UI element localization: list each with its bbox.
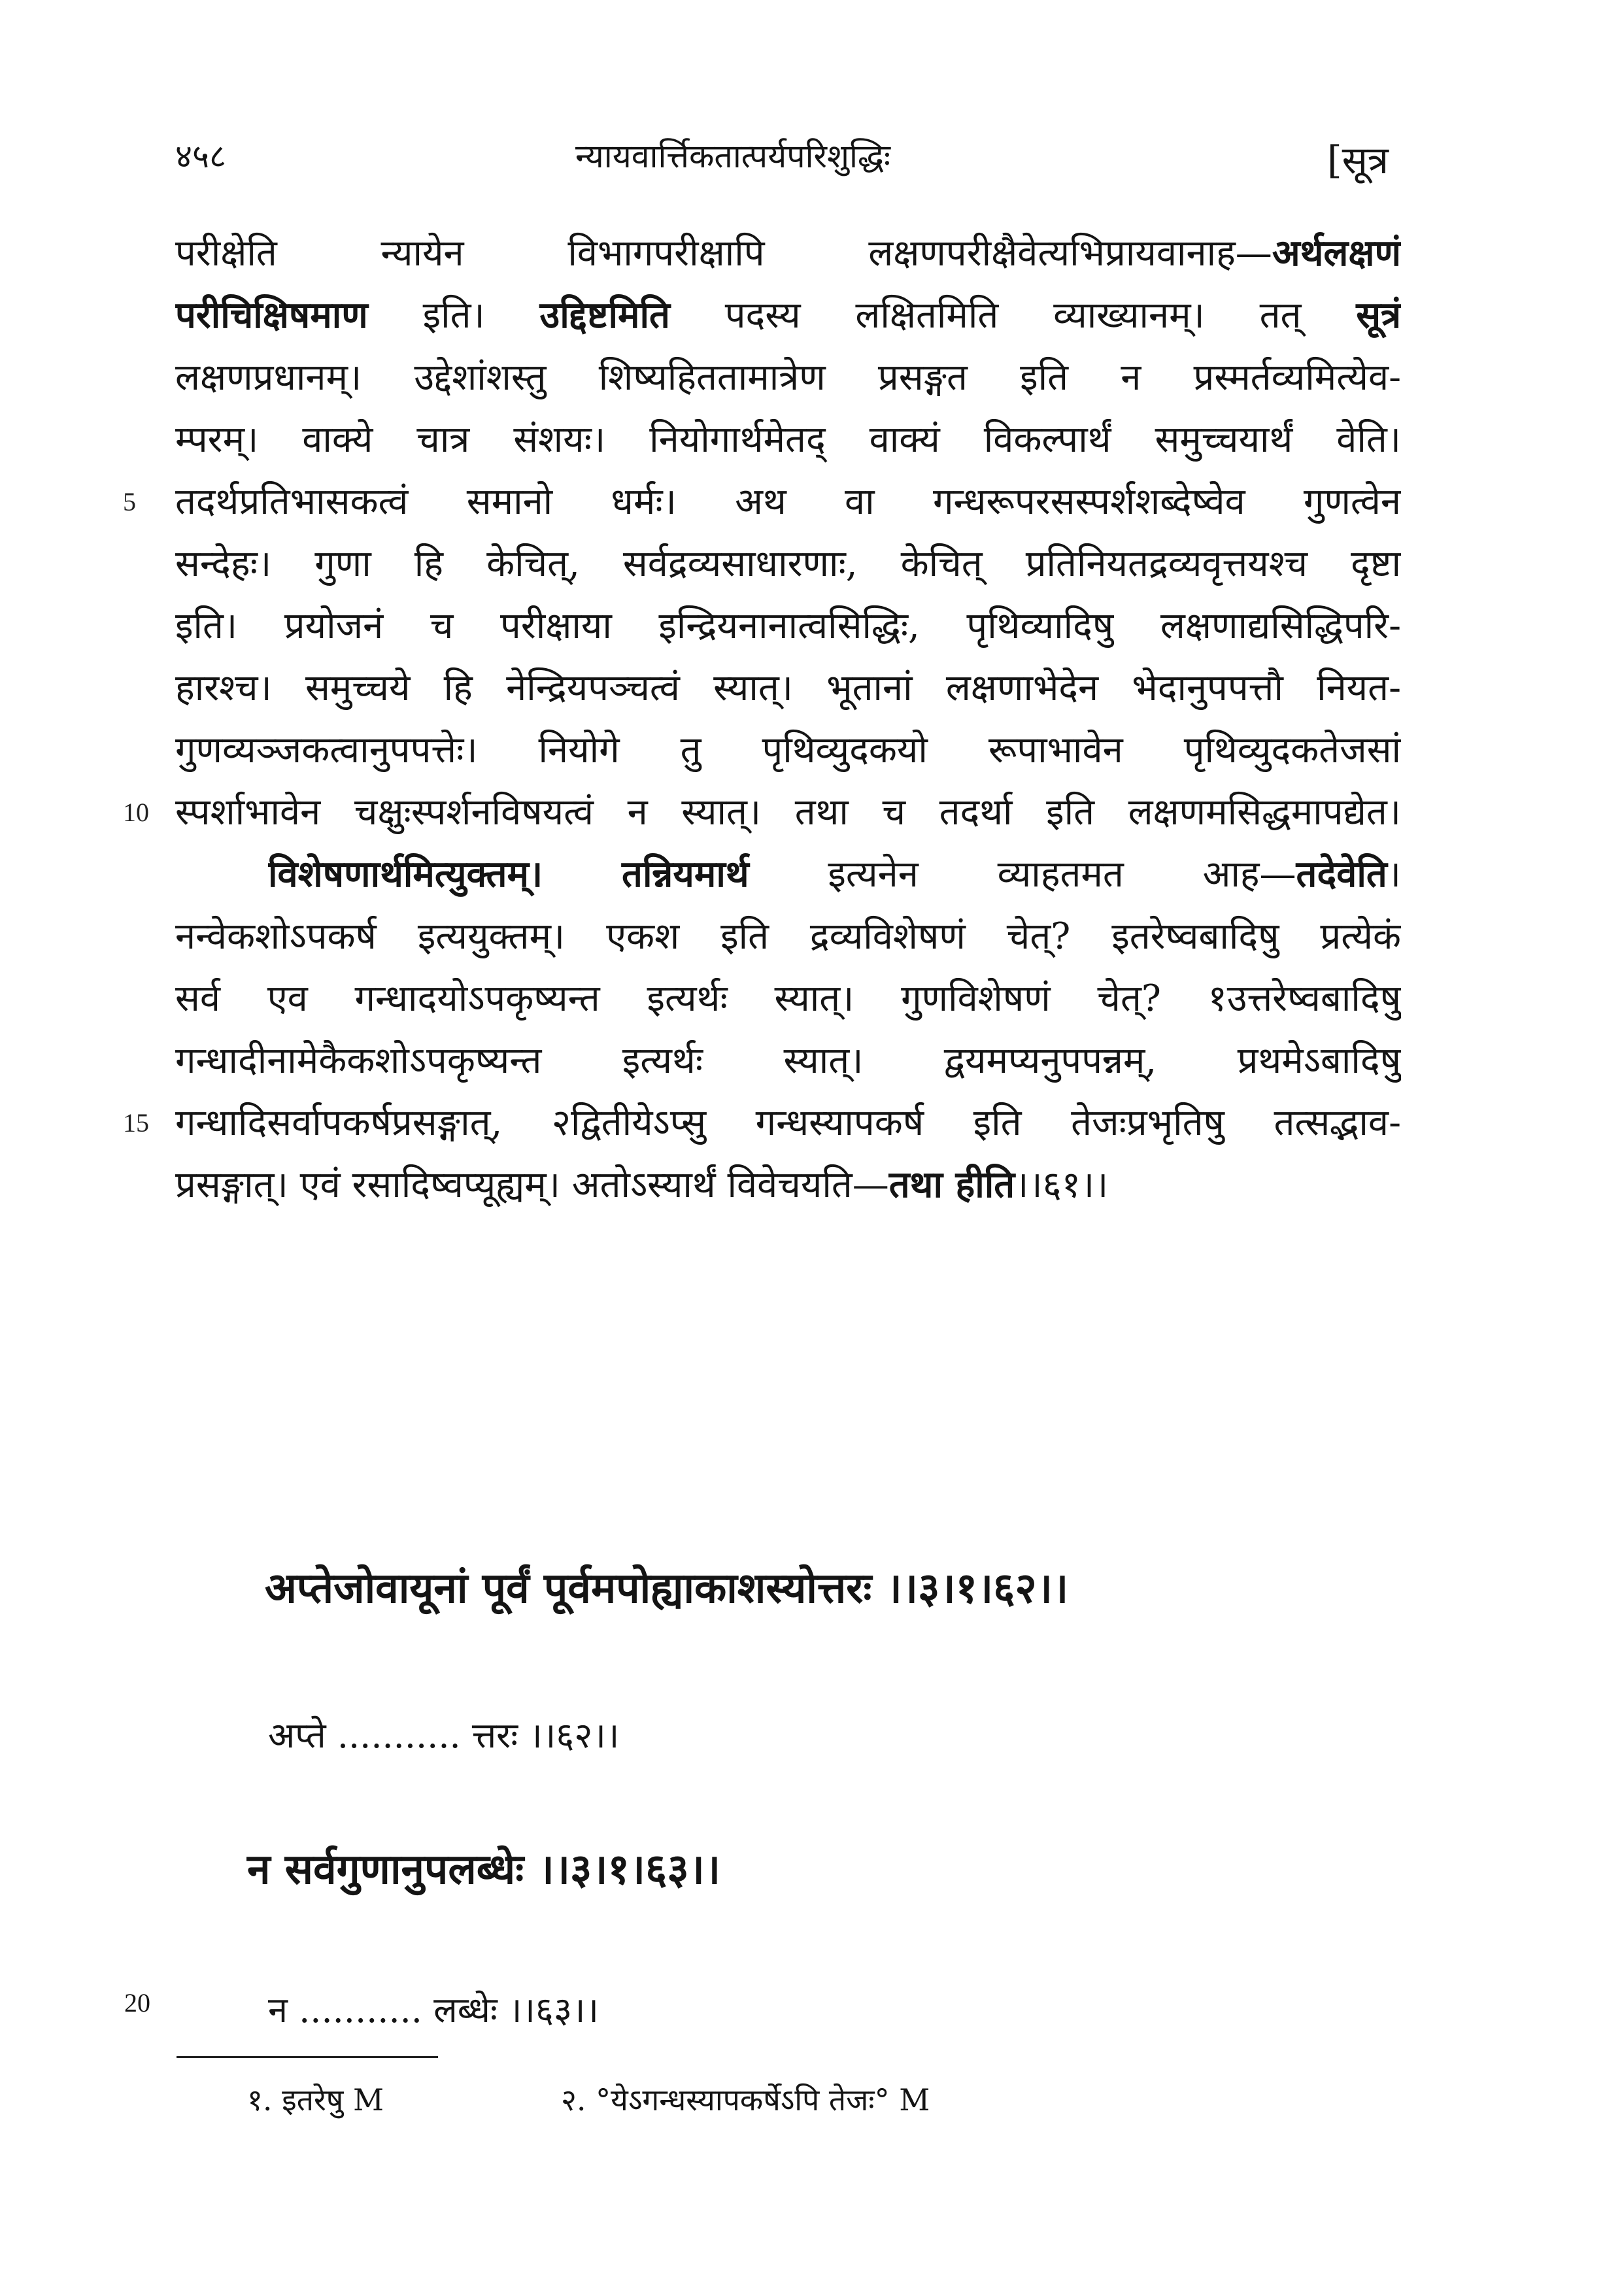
text-run bbox=[543, 853, 622, 896]
pratika-62: अप्ते ........... त्तरः ।।६२।। bbox=[268, 1715, 620, 1756]
text-line bbox=[175, 222, 1401, 284]
line-number: 15 bbox=[123, 1108, 149, 1138]
text-run: ।।६१।। bbox=[1015, 1164, 1109, 1206]
text-run: नन्वेकशोऽपकर्ष इत्ययुक्तम्। एकश इति द्रव्यविशेषणं चेत्? इतरेष्वबादिषु प्रत्येकं bbox=[175, 915, 1401, 958]
text-run: गन्धादीनामेकैकशोऽपकृष्यन्त इत्यर्थः स्यात्। द्वयमप्यनुपपन्नम्, प्रथमेऽबादिषु bbox=[175, 1039, 1401, 1082]
text-run: सन्देहः। गुणा हि केचित्, सर्वद्रव्यसाधारणाः, केचित् प्रतिनियतद्रव्यवृत्तयश्च दृष्टा bbox=[175, 543, 1401, 585]
text-line bbox=[175, 284, 1401, 346]
text-line bbox=[175, 1092, 1401, 1154]
text-line bbox=[175, 409, 1401, 471]
text-run: सर्व एव गन्धादयोऽपकृष्यन्त इत्यर्थः स्यात्। गुणविशेषणं चेत्? १उत्तरेष्वबादिषु bbox=[175, 977, 1401, 1020]
page-number: ४५८ bbox=[175, 137, 226, 175]
text-run: लक्षणप्रधानम्। उद्देशांशस्तु शिष्यहिततामात्रेण प्रसङ्गत इति न प्रस्मर्तव्यमित्येव- bbox=[175, 356, 1401, 399]
line-number: 10 bbox=[123, 798, 149, 827]
text-line bbox=[175, 1030, 1401, 1092]
bold-lemma: उद्दिष्टमिति bbox=[539, 294, 670, 337]
text-line bbox=[175, 719, 1401, 781]
text-run: गुणव्यञ्जकत्वानुपपत्तेः। नियोगे तु पृथिव्युदकयो रूपाभावेन पृथिव्युदकतेजसां bbox=[175, 729, 1401, 771]
running-title: न्यायवार्त्तिकतात्पर्यपरिशुद्धिः bbox=[575, 137, 890, 175]
text-line bbox=[175, 1154, 1401, 1216]
line-number: 5 bbox=[123, 487, 136, 516]
text-run: इत्यनेन व्याहतमत आह— bbox=[749, 853, 1296, 896]
footnote-2: २. °येऽगन्धस्यापकर्षेऽपि तेजः° M bbox=[561, 2082, 930, 2118]
text-line bbox=[175, 346, 1401, 409]
bold-lemma: तथा हीति bbox=[888, 1163, 1015, 1206]
bold-lemma: विशेषणार्थमित्युक्तम्। bbox=[268, 853, 543, 896]
text-run: म्परम्। वाक्ये चात्र संशयः। नियोगार्थमेतद् वाक्यं विकल्पार्थं समुच्चयार्थं वेति। bbox=[175, 418, 1401, 461]
text-line bbox=[175, 657, 1401, 719]
text-line bbox=[268, 843, 1401, 905]
text-line bbox=[175, 905, 1401, 968]
text-run: । bbox=[1387, 853, 1401, 896]
bold-lemma: सूत्रं bbox=[1356, 294, 1401, 337]
text-line bbox=[175, 471, 1401, 533]
bold-lemma: तदेवेति bbox=[1296, 853, 1387, 896]
running-header bbox=[0, 127, 1622, 180]
footnote-rule bbox=[177, 2056, 438, 2058]
section-label: [सूत्र bbox=[1327, 138, 1389, 182]
line-number: 20 bbox=[124, 1988, 150, 2017]
text-run: प्रसङ्गात्। एवं रसादिष्वप्यूह्यम्। अतोऽस्यार्थं विवेचयति— bbox=[175, 1164, 889, 1206]
sutra-63: न सर्वगुणानुपलब्धेः ।।३।१।६३।। bbox=[247, 1845, 721, 1894]
text-run: तदर्थप्रतिभासकत्वं समानो धर्मः। अथ वा गन्धरूपरसस्पर्शशब्देष्वेव गुणत्वेन bbox=[175, 481, 1401, 523]
text-line bbox=[175, 781, 1401, 843]
bold-lemma: तन्नियमार्थ bbox=[622, 853, 749, 896]
text-line bbox=[175, 595, 1401, 657]
sutra-62: अप्तेजोवायूनां पूर्वं पूर्वमपोह्याकाशस्योत्तरः ।।३।१।६२।। bbox=[265, 1564, 1069, 1613]
text-line bbox=[175, 533, 1401, 595]
text-run: गन्धादिसर्वापकर्षप्रसङ्गात्, २द्वितीयेऽप्सु गन्धस्यापकर्ष इति तेजःप्रभृतिषु तत्सद्भाव- bbox=[175, 1102, 1401, 1144]
bold-lemma: अर्थलक्षणं bbox=[1272, 231, 1401, 275]
pratika-63: न ........... लब्धेः ।।६३।। bbox=[268, 1989, 599, 2031]
text-run: परीक्षेति न्यायेन विभागपरीक्षापि लक्षणपरीक्षैवेत्यभिप्रायवानाह— bbox=[175, 232, 1272, 275]
text-run: इति। bbox=[367, 294, 540, 337]
text-run: स्पर्शाभावेन चक्षुःस्पर्शनविषयत्वं न स्यात्। तथा च तदर्था इति लक्षणमसिद्धमापद्येत। bbox=[175, 791, 1401, 834]
text-line bbox=[175, 968, 1401, 1030]
text-run: इति। प्रयोजनं च परीक्षाया इन्द्रियनानात्वसिद्धिः, पृथिव्यादिषु लक्षणाद्यसिद्धिपरि- bbox=[175, 605, 1401, 647]
footnotes bbox=[247, 2079, 1359, 2131]
text-run: पदस्य लक्षितमिति व्याख्यानम्। तत् bbox=[669, 294, 1357, 337]
bold-lemma: परीचिक्षिषमाण bbox=[175, 294, 368, 337]
footnote-1: १. इतरेषु M bbox=[247, 2082, 384, 2118]
text-run: हारश्च। समुच्चये हि नेन्द्रियपञ्चत्वं स्यात्। भूतानां लक्षणाभेदेन भेदानुपपत्तौ नियत- bbox=[175, 667, 1401, 709]
